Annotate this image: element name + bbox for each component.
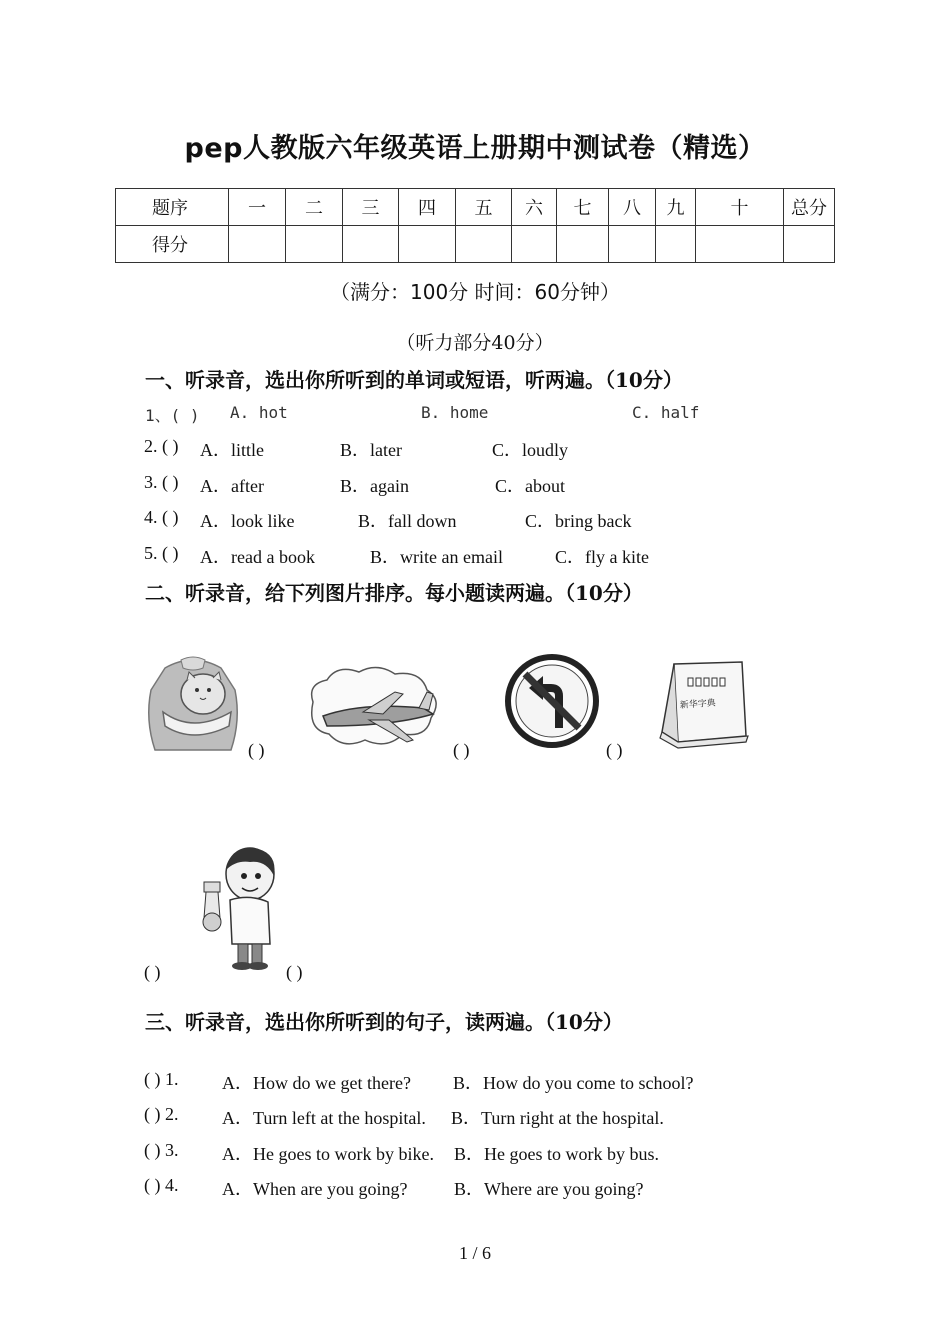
score-cell[interactable] <box>512 226 557 263</box>
score-table-col: 七 <box>557 189 609 226</box>
score-cell[interactable] <box>399 226 456 263</box>
s3-q3-option-a[interactable]: A．He goes to work by bike. <box>222 1144 434 1164</box>
score-table-col: 二 <box>286 189 343 226</box>
score-cell[interactable] <box>557 226 609 263</box>
airplane-icon <box>303 662 443 752</box>
score-cell-total[interactable] <box>784 226 835 263</box>
section3-title: 三、听录音，选出你所听到的句子，读两遍。（10分） <box>145 1010 623 1034</box>
listening-header: （听力部分40分） <box>396 332 554 354</box>
s1-q1-option-c[interactable]: C. half <box>632 403 700 422</box>
s1-q5-option-a[interactable]: A．read a book <box>200 547 315 567</box>
s3-q1-num: ( ) 1. <box>144 1069 179 1089</box>
s3-q3-option-b[interactable]: B．He goes to work by bus. <box>454 1144 659 1164</box>
s2-answer-2[interactable]: ( ) <box>453 740 470 760</box>
score-cell[interactable] <box>343 226 399 263</box>
s3-q1-option-b[interactable]: B．How do you come to school? <box>453 1073 694 1093</box>
s1-q4-num: 4. ( ) <box>144 507 179 527</box>
s3-q4-option-a[interactable]: A．When are you going? <box>222 1179 408 1199</box>
score-table-col: 九 <box>656 189 696 226</box>
s1-q3-option-c[interactable]: C．about <box>495 476 565 496</box>
score-table-header-label: 题序 <box>116 189 229 226</box>
s3-q3-num: ( ) 3. <box>144 1140 179 1160</box>
score-table-col: 八 <box>609 189 656 226</box>
s2-answer-1[interactable]: ( ) <box>248 740 265 760</box>
score-table-score-row <box>116 226 835 263</box>
score-table-col: 六 <box>512 189 557 226</box>
s2-answer-4[interactable]: ( ) <box>144 962 161 982</box>
score-table-col: 三 <box>343 189 399 226</box>
s3-q2-option-b[interactable]: B．Turn right at the hospital. <box>451 1108 664 1128</box>
score-table-col: 四 <box>399 189 456 226</box>
page-number: 1 / 6 <box>458 1243 491 1263</box>
score-table-score-label: 得分 <box>116 226 229 263</box>
score-table-total-label: 总分 <box>784 189 835 226</box>
s1-q4-option-b[interactable]: B．fall down <box>358 511 457 531</box>
s1-q3-option-b[interactable]: B．again <box>340 476 409 496</box>
s3-q4-option-b[interactable]: B．Where are you going? <box>454 1179 644 1199</box>
s1-q2-option-a[interactable]: A．little <box>200 440 264 460</box>
score-cell[interactable] <box>609 226 656 263</box>
s1-q5-option-b[interactable]: B．write an email <box>370 547 503 567</box>
s1-q3-num: 3. ( ) <box>144 472 179 492</box>
s3-q2-num: ( ) 2. <box>144 1104 179 1124</box>
s2-answer-5[interactable]: ( ) <box>286 962 303 982</box>
s1-q5-option-c[interactable]: C．fly a kite <box>555 547 649 567</box>
s1-q1-option-a[interactable]: A. hot <box>230 403 288 422</box>
person-holding-cat-icon <box>143 650 243 752</box>
s3-q1-option-a[interactable]: A．How do we get there? <box>222 1073 411 1093</box>
score-table-col: 一 <box>229 189 286 226</box>
score-cell[interactable] <box>656 226 696 263</box>
score-table-col: 十 <box>696 189 784 226</box>
score-table <box>115 188 835 263</box>
dictionary-book-icon <box>656 656 752 750</box>
score-cell[interactable] <box>286 226 343 263</box>
s1-q5-num: 5. ( ) <box>144 543 179 563</box>
s1-q1-option-b[interactable]: B. home <box>421 403 489 422</box>
score-cell[interactable] <box>696 226 784 263</box>
no-left-turn-sign-icon <box>505 654 599 748</box>
s3-q2-option-a[interactable]: A．Turn left at the hospital. <box>222 1108 426 1128</box>
book-cover-text: 新华字典 <box>679 698 717 711</box>
page-title: pep人教版六年级英语上册期中测试卷（精选） <box>184 133 766 164</box>
score-table-header-row <box>116 189 835 226</box>
s3-q4-num: ( ) 4. <box>144 1175 179 1195</box>
score-table-col: 五 <box>456 189 512 226</box>
s2-answer-3[interactable]: ( ) <box>606 740 623 760</box>
boy-with-bottles-icon <box>190 844 280 972</box>
section1-title: 一、听录音，选出你所听到的单词或短语，听两遍。（10分） <box>145 368 683 392</box>
s1-q2-option-b[interactable]: B．later <box>340 440 402 460</box>
s1-q2-num: 2. ( ) <box>144 436 179 456</box>
score-cell[interactable] <box>229 226 286 263</box>
exam-info: （满分：100分 时间：60分钟） <box>330 280 620 304</box>
score-cell[interactable] <box>456 226 512 263</box>
s1-q4-option-c[interactable]: C．bring back <box>525 511 632 531</box>
s1-q2-option-c[interactable]: C．loudly <box>492 440 569 460</box>
section2-title: 二、听录音，给下列图片排序。每小题读两遍。（10分） <box>145 581 643 605</box>
s1-q4-option-a[interactable]: A．look like <box>200 511 295 531</box>
s1-q1-num: 1、( ) <box>145 406 200 425</box>
s1-q3-option-a[interactable]: A．after <box>200 476 264 496</box>
